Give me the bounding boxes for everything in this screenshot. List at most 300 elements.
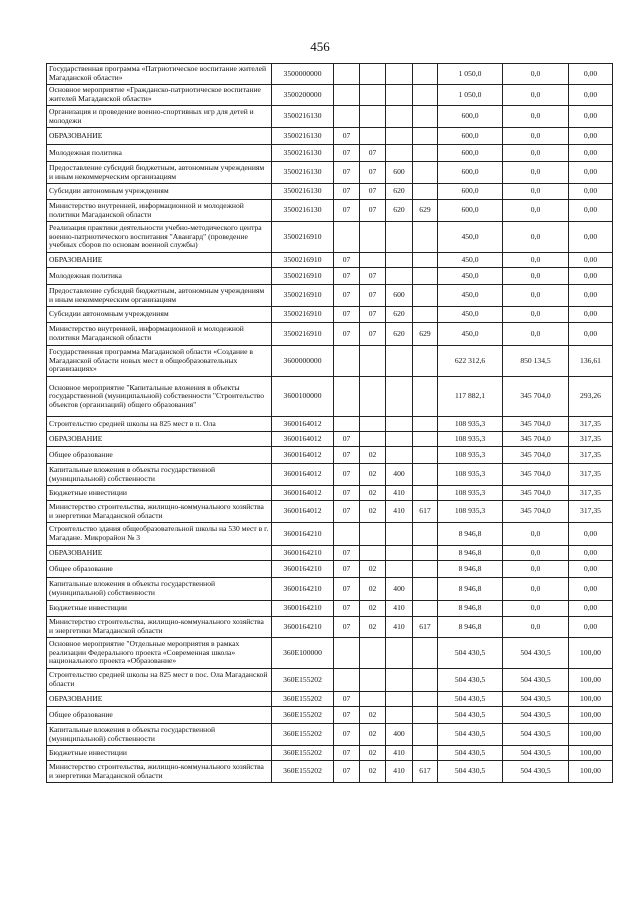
amount-2020: 108 935,3 — [438, 501, 503, 523]
section-code: 07 — [334, 501, 360, 523]
table-row — [47, 432, 613, 447]
administrator-code — [413, 106, 438, 128]
amount-2021: 345 704,0 — [503, 432, 569, 447]
budget-table-body — [47, 64, 613, 783]
subsection-code: 02 — [360, 561, 386, 578]
administrator-code: 629 — [413, 200, 438, 222]
row-name: ОБРАЗОВАНИЕ — [47, 432, 272, 447]
target-code: 3600164210 — [272, 523, 334, 546]
subsection-code — [360, 128, 386, 145]
amount-2020: 450,0 — [438, 222, 503, 253]
section-code: 07 — [334, 253, 360, 268]
row-name: Общее образование — [47, 447, 272, 464]
percent-change: 0,00 — [569, 85, 613, 106]
target-code: 360E100000 — [272, 638, 334, 669]
row-name: Государственная программа «Патриотическое воспитание жителей Магаданской области» — [47, 64, 272, 85]
row-name: Основное мероприятие «Гражданско-патриотическое воспитание жителей Магаданской области» — [47, 85, 272, 106]
amount-2021: 0,0 — [503, 85, 569, 106]
amount-2021: 504 430,5 — [503, 761, 569, 783]
table-row — [47, 285, 613, 307]
target-code: 3500216910 — [272, 253, 334, 268]
amount-2021: 504 430,5 — [503, 707, 569, 724]
percent-change: 100,00 — [569, 707, 613, 724]
amount-2020: 108 935,3 — [438, 432, 503, 447]
subsection-code: 02 — [360, 707, 386, 724]
amount-2021: 0,0 — [503, 601, 569, 617]
table-row — [47, 707, 613, 724]
target-code: 3600164012 — [272, 447, 334, 464]
subsection-code — [360, 222, 386, 253]
subsection-code — [360, 669, 386, 692]
target-code: 3500216910 — [272, 307, 334, 323]
administrator-code — [413, 417, 438, 432]
administrator-code: 617 — [413, 501, 438, 523]
expense-type-code — [386, 268, 413, 285]
subsection-code: 02 — [360, 746, 386, 761]
administrator-code — [413, 578, 438, 601]
amount-2020: 450,0 — [438, 285, 503, 307]
amount-2020: 504 430,5 — [438, 638, 503, 669]
administrator-code — [413, 692, 438, 707]
amount-2020: 504 430,5 — [438, 746, 503, 761]
row-name: Капитальные вложения в объекты государственной (муниципальной) собственности — [47, 578, 272, 601]
amount-2021: 345 704,0 — [503, 377, 569, 417]
row-name: Основное мероприятие "Капитальные вложения в объекты государственной (муниципальной) собственности "Строительство объектов (организаций) общего образования" — [47, 377, 272, 417]
amount-2020: 600,0 — [438, 128, 503, 145]
amount-2020: 504 430,5 — [438, 724, 503, 746]
amount-2020: 600,0 — [438, 162, 503, 184]
expense-type-code — [386, 64, 413, 85]
table-row — [47, 761, 613, 783]
percent-change: 0,00 — [569, 184, 613, 200]
expense-type-code — [386, 85, 413, 106]
subsection-code — [360, 638, 386, 669]
row-name: Капитальные вложения в объекты государственной (муниципальной) собственности — [47, 464, 272, 486]
row-name: Общее образование — [47, 707, 272, 724]
percent-change: 0,00 — [569, 222, 613, 253]
amount-2020: 450,0 — [438, 323, 503, 346]
expense-type-code — [386, 638, 413, 669]
subsection-code: 07 — [360, 162, 386, 184]
section-code: 07 — [334, 200, 360, 222]
administrator-code — [413, 184, 438, 200]
amount-2020: 8 946,8 — [438, 523, 503, 546]
section-code: 07 — [334, 464, 360, 486]
row-name: Министерство строительства, жилищно-коммунального хозяйства и энергетики Магаданской области — [47, 761, 272, 783]
subsection-code: 07 — [360, 268, 386, 285]
expense-type-code: 410 — [386, 501, 413, 523]
subsection-code: 07 — [360, 323, 386, 346]
subsection-code — [360, 692, 386, 707]
amount-2020: 108 935,3 — [438, 417, 503, 432]
table-row — [47, 724, 613, 746]
amount-2021: 0,0 — [503, 546, 569, 561]
row-name: Государственная программа Магаданской области «Создание в Магаданской области новых мест в общеобразовательных организациях» — [47, 346, 272, 377]
amount-2021: 0,0 — [503, 578, 569, 601]
table-row — [47, 464, 613, 486]
row-name: Министерство строительства, жилищно-коммунального хозяйства и энергетики Магаданской области — [47, 617, 272, 638]
section-code — [334, 222, 360, 253]
table-row — [47, 253, 613, 268]
expense-type-code — [386, 346, 413, 377]
expense-type-code: 400 — [386, 464, 413, 486]
amount-2020: 504 430,5 — [438, 669, 503, 692]
amount-2020: 108 935,3 — [438, 464, 503, 486]
section-code: 07 — [334, 746, 360, 761]
table-row — [47, 307, 613, 323]
page-number: 456 — [310, 39, 330, 54]
amount-2020: 8 946,8 — [438, 546, 503, 561]
amount-2020: 450,0 — [438, 253, 503, 268]
amount-2020: 504 430,5 — [438, 707, 503, 724]
percent-change: 0,00 — [569, 64, 613, 85]
amount-2020: 450,0 — [438, 307, 503, 323]
expense-type-code: 410 — [386, 601, 413, 617]
administrator-code — [413, 64, 438, 85]
subsection-code: 07 — [360, 184, 386, 200]
table-row — [47, 638, 613, 669]
percent-change: 317,35 — [569, 417, 613, 432]
target-code: 360E155202 — [272, 724, 334, 746]
administrator-code: 617 — [413, 617, 438, 638]
percent-change: 0,00 — [569, 601, 613, 617]
section-code — [334, 377, 360, 417]
row-name: Молодежная политика — [47, 268, 272, 285]
budget-table — [46, 63, 613, 783]
amount-2020: 504 430,5 — [438, 692, 503, 707]
amount-2020: 600,0 — [438, 200, 503, 222]
row-name: Строительство средней школы на 825 мест в п. Ола — [47, 417, 272, 432]
section-code: 07 — [334, 546, 360, 561]
row-name: Бюджетные инвестиции — [47, 601, 272, 617]
percent-change: 0,00 — [569, 162, 613, 184]
table-row — [47, 323, 613, 346]
row-name: ОБРАЗОВАНИЕ — [47, 692, 272, 707]
target-code: 3600164012 — [272, 432, 334, 447]
subsection-code — [360, 106, 386, 128]
amount-2021: 345 704,0 — [503, 486, 569, 501]
expense-type-code — [386, 253, 413, 268]
section-code: 07 — [334, 285, 360, 307]
amount-2020: 600,0 — [438, 145, 503, 162]
section-code: 07 — [334, 761, 360, 783]
expense-type-code — [386, 546, 413, 561]
subsection-code: 07 — [360, 145, 386, 162]
target-code: 3500216910 — [272, 285, 334, 307]
target-code: 3500216130 — [272, 106, 334, 128]
table-row — [47, 128, 613, 145]
amount-2021: 0,0 — [503, 184, 569, 200]
subsection-code — [360, 64, 386, 85]
table-row — [47, 106, 613, 128]
amount-2021: 0,0 — [503, 106, 569, 128]
percent-change: 317,35 — [569, 501, 613, 523]
section-code: 07 — [334, 447, 360, 464]
row-name: Министерство строительства, жилищно-коммунального хозяйства и энергетики Магаданской области — [47, 501, 272, 523]
table-row — [47, 746, 613, 761]
target-code: 3500216130 — [272, 184, 334, 200]
target-code: 3500216910 — [272, 268, 334, 285]
row-name: Предоставление субсидий бюджетным, автономным учреждениям и иным некоммерческим организациям — [47, 285, 272, 307]
percent-change: 0,00 — [569, 523, 613, 546]
table-row — [47, 145, 613, 162]
administrator-code — [413, 85, 438, 106]
table-row — [47, 578, 613, 601]
expense-type-code — [386, 692, 413, 707]
percent-change: 100,00 — [569, 669, 613, 692]
subsection-code: 07 — [360, 307, 386, 323]
section-code — [334, 638, 360, 669]
percent-change: 0,00 — [569, 128, 613, 145]
expense-type-code: 410 — [386, 746, 413, 761]
amount-2021: 504 430,5 — [503, 669, 569, 692]
table-row — [47, 523, 613, 546]
expense-type-code: 400 — [386, 724, 413, 746]
amount-2021: 0,0 — [503, 307, 569, 323]
row-name: ОБРАЗОВАНИЕ — [47, 546, 272, 561]
amount-2020: 8 946,8 — [438, 561, 503, 578]
subsection-code — [360, 253, 386, 268]
percent-change: 317,35 — [569, 464, 613, 486]
amount-2020: 108 935,3 — [438, 447, 503, 464]
target-code: 3600164210 — [272, 561, 334, 578]
section-code — [334, 64, 360, 85]
amount-2020: 117 882,1 — [438, 377, 503, 417]
percent-change: 0,00 — [569, 145, 613, 162]
subsection-code: 02 — [360, 501, 386, 523]
target-code: 3600164012 — [272, 486, 334, 501]
target-code: 360E155202 — [272, 669, 334, 692]
administrator-code — [413, 145, 438, 162]
percent-change: 317,35 — [569, 432, 613, 447]
section-code — [334, 106, 360, 128]
table-row — [47, 268, 613, 285]
percent-change: 0,00 — [569, 617, 613, 638]
administrator-code — [413, 669, 438, 692]
percent-change: 317,35 — [569, 486, 613, 501]
row-name: Субсидии автономным учреждениям — [47, 307, 272, 323]
section-code: 07 — [334, 692, 360, 707]
administrator-code — [413, 486, 438, 501]
expense-type-code — [386, 707, 413, 724]
expense-type-code: 620 — [386, 323, 413, 346]
row-name: Субсидии автономным учреждениям — [47, 184, 272, 200]
row-name: Молодежная политика — [47, 145, 272, 162]
expense-type-code: 410 — [386, 617, 413, 638]
expense-type-code — [386, 377, 413, 417]
expense-type-code — [386, 669, 413, 692]
row-name: Организация и проведение военно-спортивных игр для детей и молодежи — [47, 106, 272, 128]
amount-2020: 8 946,8 — [438, 578, 503, 601]
target-code: 3500200000 — [272, 85, 334, 106]
amount-2021: 345 704,0 — [503, 417, 569, 432]
subsection-code: 02 — [360, 761, 386, 783]
section-code — [334, 523, 360, 546]
subsection-code: 02 — [360, 617, 386, 638]
section-code — [334, 417, 360, 432]
section-code — [334, 346, 360, 377]
amount-2020: 108 935,3 — [438, 486, 503, 501]
table-row — [47, 486, 613, 501]
amount-2021: 0,0 — [503, 523, 569, 546]
row-name: Строительство здания общеобразовательной школы на 530 мест в г. Магадане. Микрорайон № 3 — [47, 523, 272, 546]
target-code: 3500000000 — [272, 64, 334, 85]
percent-change: 0,00 — [569, 268, 613, 285]
row-name: Капитальные вложения в объекты государственной (муниципальной) собственности — [47, 724, 272, 746]
amount-2021: 0,0 — [503, 285, 569, 307]
table-row — [47, 501, 613, 523]
expense-type-code: 620 — [386, 200, 413, 222]
administrator-code — [413, 377, 438, 417]
administrator-code — [413, 464, 438, 486]
section-code: 07 — [334, 432, 360, 447]
table-row — [47, 617, 613, 638]
percent-change: 0,00 — [569, 307, 613, 323]
section-code: 07 — [334, 145, 360, 162]
target-code: 3600000000 — [272, 346, 334, 377]
section-code: 07 — [334, 561, 360, 578]
table-row — [47, 546, 613, 561]
expense-type-code — [386, 432, 413, 447]
amount-2021: 0,0 — [503, 222, 569, 253]
section-code: 07 — [334, 707, 360, 724]
row-name: Предоставление субсидий бюджетным, автономным учреждениям и иным некоммерческим организациям — [47, 162, 272, 184]
expense-type-code: 400 — [386, 578, 413, 601]
section-code — [334, 669, 360, 692]
administrator-code — [413, 162, 438, 184]
target-code: 3600164210 — [272, 617, 334, 638]
administrator-code — [413, 638, 438, 669]
subsection-code — [360, 432, 386, 447]
amount-2021: 504 430,5 — [503, 746, 569, 761]
subsection-code — [360, 377, 386, 417]
amount-2021: 504 430,5 — [503, 724, 569, 746]
target-code: 360E155202 — [272, 692, 334, 707]
percent-change: 100,00 — [569, 638, 613, 669]
amount-2021: 0,0 — [503, 128, 569, 145]
percent-change: 0,00 — [569, 106, 613, 128]
percent-change: 100,00 — [569, 761, 613, 783]
amount-2021: 504 430,5 — [503, 638, 569, 669]
table-row — [47, 184, 613, 200]
row-name: ОБРАЗОВАНИЕ — [47, 253, 272, 268]
section-code: 07 — [334, 184, 360, 200]
amount-2021: 0,0 — [503, 200, 569, 222]
section-code: 07 — [334, 323, 360, 346]
subsection-code: 02 — [360, 578, 386, 601]
expense-type-code: 620 — [386, 307, 413, 323]
subsection-code: 02 — [360, 486, 386, 501]
amount-2021: 0,0 — [503, 145, 569, 162]
administrator-code — [413, 523, 438, 546]
row-name: Бюджетные инвестиции — [47, 486, 272, 501]
percent-change: 0,00 — [569, 561, 613, 578]
subsection-code: 02 — [360, 724, 386, 746]
percent-change: 100,00 — [569, 724, 613, 746]
row-name: Министерство внутренней, информационной и молодежной политики Магаданской области — [47, 323, 272, 346]
percent-change: 100,00 — [569, 692, 613, 707]
administrator-code — [413, 561, 438, 578]
administrator-code — [413, 268, 438, 285]
amount-2020: 8 946,8 — [438, 617, 503, 638]
expense-type-code — [386, 106, 413, 128]
target-code: 3500216130 — [272, 145, 334, 162]
expense-type-code: 620 — [386, 184, 413, 200]
expense-type-code — [386, 222, 413, 253]
section-code: 07 — [334, 578, 360, 601]
subsection-code — [360, 523, 386, 546]
amount-2021: 0,0 — [503, 561, 569, 578]
expense-type-code: 410 — [386, 761, 413, 783]
table-row — [47, 200, 613, 222]
subsection-code — [360, 85, 386, 106]
percent-change: 0,00 — [569, 323, 613, 346]
percent-change: 317,35 — [569, 447, 613, 464]
percent-change: 0,00 — [569, 200, 613, 222]
percent-change: 136,61 — [569, 346, 613, 377]
section-code: 07 — [334, 486, 360, 501]
expense-type-code — [386, 417, 413, 432]
row-name: Строительство средней школы на 825 мест в пос. Ола Магаданской области — [47, 669, 272, 692]
amount-2021: 0,0 — [503, 617, 569, 638]
target-code: 3600164012 — [272, 501, 334, 523]
table-row — [47, 669, 613, 692]
administrator-code — [413, 432, 438, 447]
table-row — [47, 601, 613, 617]
subsection-code: 02 — [360, 447, 386, 464]
amount-2020: 504 430,5 — [438, 761, 503, 783]
row-name: Общее образование — [47, 561, 272, 578]
table-row — [47, 64, 613, 85]
target-code: 3600164012 — [272, 417, 334, 432]
amount-2020: 450,0 — [438, 268, 503, 285]
target-code: 3600164012 — [272, 464, 334, 486]
amount-2020: 1 050,0 — [438, 64, 503, 85]
administrator-code: 617 — [413, 761, 438, 783]
administrator-code — [413, 253, 438, 268]
percent-change: 0,00 — [569, 285, 613, 307]
expense-type-code — [386, 447, 413, 464]
target-code: 3600164210 — [272, 578, 334, 601]
amount-2021: 345 704,0 — [503, 501, 569, 523]
target-code: 360E155202 — [272, 707, 334, 724]
target-code: 3500216910 — [272, 323, 334, 346]
administrator-code — [413, 746, 438, 761]
target-code: 3500216910 — [272, 222, 334, 253]
amount-2021: 850 134,5 — [503, 346, 569, 377]
section-code: 07 — [334, 268, 360, 285]
section-code — [334, 85, 360, 106]
table-row — [47, 417, 613, 432]
subsection-code: 02 — [360, 601, 386, 617]
amount-2021: 0,0 — [503, 253, 569, 268]
section-code: 07 — [334, 128, 360, 145]
subsection-code — [360, 417, 386, 432]
table-row — [47, 692, 613, 707]
administrator-code — [413, 546, 438, 561]
administrator-code — [413, 346, 438, 377]
percent-change: 0,00 — [569, 253, 613, 268]
amount-2021: 0,0 — [503, 323, 569, 346]
subsection-code — [360, 546, 386, 561]
row-name: Реализация практики деятельности учебно-методического центра военно-патриотического воспитания "Авангард" (проведение учебных сборов по основам военной службы) — [47, 222, 272, 253]
percent-change: 100,00 — [569, 746, 613, 761]
subsection-code — [360, 346, 386, 377]
amount-2021: 345 704,0 — [503, 464, 569, 486]
row-name: Министерство внутренней, информационной и молодежной политики Магаданской области — [47, 200, 272, 222]
administrator-code — [413, 307, 438, 323]
expense-type-code: 410 — [386, 486, 413, 501]
